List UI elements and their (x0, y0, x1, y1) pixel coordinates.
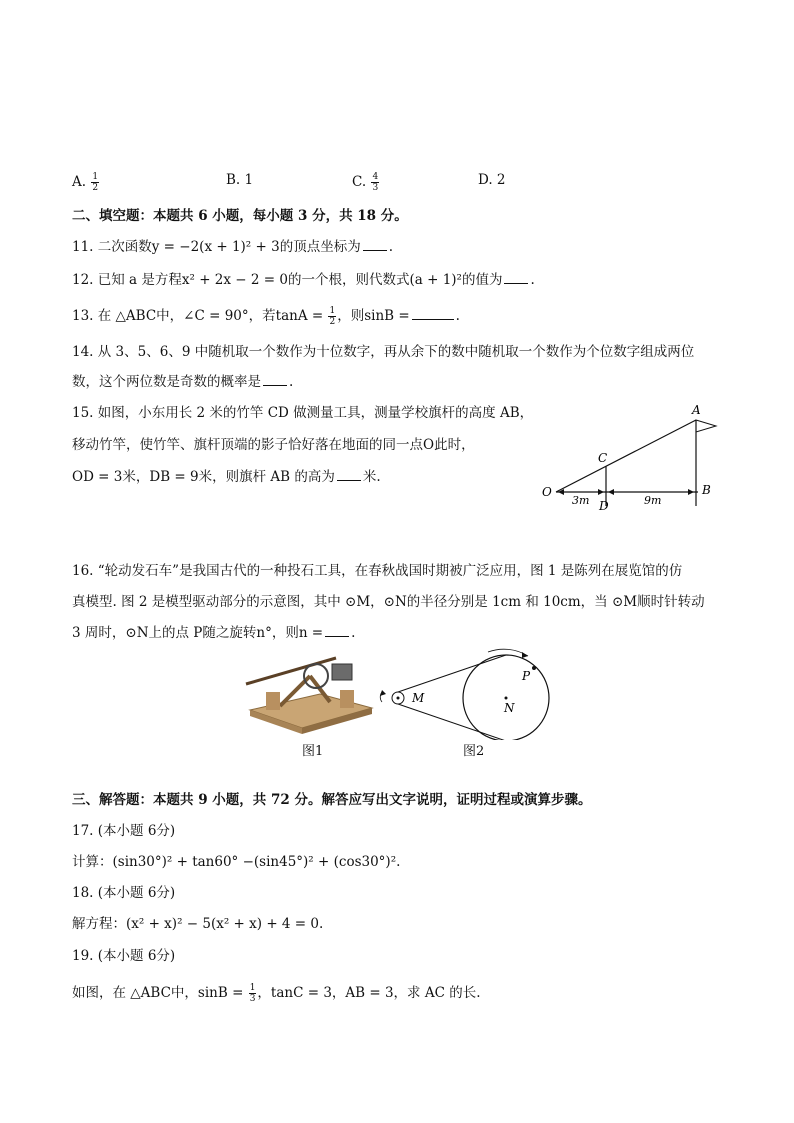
flag (696, 420, 716, 432)
question-15-line3 (72, 468, 381, 486)
question-11 (72, 238, 393, 256)
label-a: A (692, 403, 701, 417)
q13-fraction: $\frac{1}{2}$ (329, 306, 336, 327)
q16-text: 3 周时，⊙N上的点 P随之旋转n°，则n = (72, 625, 324, 641)
q12-text: 12. 已知 a 是方程x² + 2x − 2 = 0的一个根，则代数式(a + 1)²的值为 (72, 272, 503, 288)
label-c: C (598, 451, 608, 465)
option-a (72, 172, 100, 193)
q14-text: 数，这个两位数是奇数的概率是 (72, 374, 261, 390)
q18-heading: 18. (本小题 6分) (72, 885, 176, 901)
option-b: B. 1 (226, 172, 254, 188)
answer-blank (325, 624, 349, 637)
q12-end: . (530, 272, 535, 288)
q16-end: . (351, 625, 356, 641)
question-12 (72, 271, 535, 289)
question-16-line1: 16. “轮动发石车”是我国古代的一种投石工具，在春秋战国时期被广泛应用，图 1 是陈列在展览馆的仿 (72, 563, 683, 579)
arrow-icon (608, 489, 614, 495)
flagpole-figure (536, 402, 726, 514)
q13-end: . (455, 308, 460, 324)
label-b: B (702, 483, 711, 497)
q18-body: 解方程：(x² + x)² − 5(x² + x) + 4 = 0. (72, 916, 324, 932)
q19-fraction: $\frac{1}{3}$ (249, 983, 256, 1004)
label-d: D (599, 499, 609, 513)
answer-blank (363, 238, 387, 251)
q15-text: OD = 3米，DB = 9米，则旗杆 AB 的高为 (72, 469, 335, 485)
option-c-fraction: $\frac{4}{3}$ (372, 172, 379, 193)
question-15-line2: 移动竹竿，使竹竿、旗杆顶端的影子恰好落在地面的同一点O此时， (72, 437, 475, 453)
answer-blank (504, 271, 528, 284)
option-d: D. 2 (478, 172, 506, 188)
q15-end: 米. (362, 469, 381, 485)
section2-header: 二、填空题：本题共 6 小题，每小题 3 分，共 18 分。 (72, 208, 408, 224)
q13-text: 13. 在 △ABC中，∠C = 90°，若tanA = (72, 308, 324, 324)
question-16-line3 (72, 624, 355, 642)
label-n: N (504, 701, 515, 715)
question-14-line1: 14. 从 3、5、6、9 中随机取一个数作为十位数字，再从余下的数中随机取一个数作为个位数字组成两位 (72, 344, 695, 360)
option-a-fraction: $\frac{1}{2}$ (92, 172, 99, 193)
answer-blank (337, 468, 361, 481)
question-13 (72, 306, 460, 327)
q17-heading: 17. (本小题 6分) (72, 823, 176, 839)
q13-mid: ，则sinB = (337, 308, 410, 324)
q19-heading: 19. (本小题 6分) (72, 948, 176, 964)
question-14-line2 (72, 373, 293, 391)
label-o: O (542, 485, 552, 499)
q19-text: 如图，在 △ABC中，sinB = (72, 985, 244, 1001)
q17-body: 计算：(sin30°)² + tan60° −(sin45°)² + (cos30°)². (72, 854, 401, 870)
catapult-model-image (240, 652, 376, 738)
answer-blank (412, 307, 454, 320)
option-a-label: A. (72, 174, 87, 190)
q19-rest: ，tanC = 3，AB = 3，求 AC 的长. (257, 985, 481, 1001)
label-db: 9m (644, 494, 662, 507)
arrow-icon (688, 489, 694, 495)
question-16-line2: 真模型. 图 2 是模型驱动部分的示意图，其中 ⊙M，⊙N的半径分别是 1cm 和 10cm，当 ⊙M顺时针转动 (72, 594, 705, 610)
q19-body (72, 983, 481, 1004)
label-m: M (412, 691, 425, 705)
option-c-label: C. (352, 174, 367, 190)
question-15-line1: 15. 如图，小东用长 2 米的竹竿 CD 做测量工具，测量学校旗杆的高度 AB， (72, 405, 534, 421)
q11-text: 11. 二次函数y = −2(x + 1)² + 3的顶点坐标为 (72, 239, 361, 255)
q14-end: . (289, 374, 294, 390)
arrow-icon (598, 489, 604, 495)
q11-end: . (388, 239, 394, 255)
sight-line (556, 420, 696, 492)
label-p: P (522, 669, 531, 683)
answer-blank (263, 373, 287, 386)
section3-header: 三、解答题：本题共 9 小题，共 72 分。解答应写出文字说明，证明过程或演算步骤。 (72, 792, 592, 808)
label-od: 3m (572, 494, 590, 507)
figure-1-caption: 图1 (302, 744, 324, 759)
figure-2-caption: 图2 (463, 744, 485, 759)
gear-diagram (378, 640, 558, 740)
option-c (352, 172, 380, 193)
